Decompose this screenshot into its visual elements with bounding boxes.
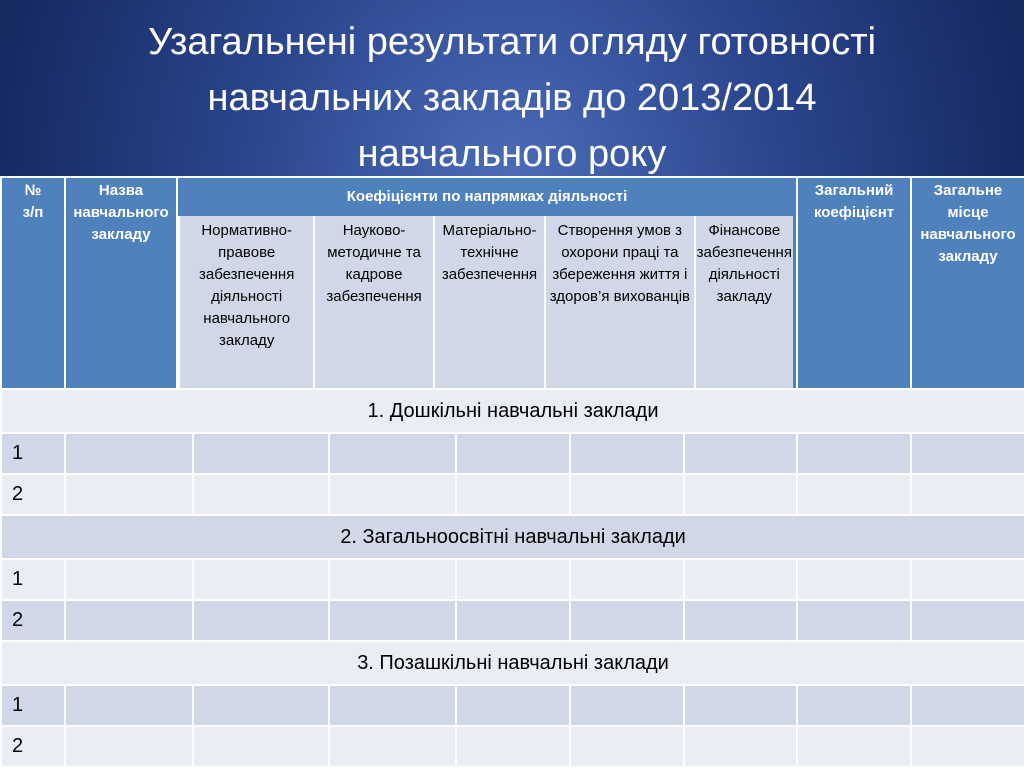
- row-number: 1: [1, 433, 65, 474]
- header-number: № з/п: [1, 177, 65, 389]
- table-cell: [193, 685, 329, 726]
- table-cell: [456, 474, 570, 515]
- table-row: [1, 685, 1024, 726]
- table-cell: [797, 474, 911, 515]
- table-row: [1, 600, 1024, 641]
- table-cell: [570, 685, 684, 726]
- table-cell: [65, 474, 193, 515]
- results-table: [0, 176, 1024, 768]
- table-cell: [797, 600, 911, 641]
- table-cell: [193, 474, 329, 515]
- table-cell: [329, 559, 456, 600]
- table-cell: [570, 474, 684, 515]
- table-cell: [911, 559, 1024, 600]
- table-cell: [329, 433, 456, 474]
- row-number: 2: [1, 600, 65, 641]
- table-cell: [911, 726, 1024, 767]
- table-cell: [911, 474, 1024, 515]
- table-cell: [456, 726, 570, 767]
- table-cell: [684, 685, 797, 726]
- table-cell: [797, 559, 911, 600]
- section-general: 2. Загальноосвітні навчальні заклади: [1, 515, 1024, 559]
- sub-header-row: [178, 216, 793, 388]
- table-cell: [193, 433, 329, 474]
- table-cell: [684, 726, 797, 767]
- sub-header-material: Матеріально-технічне забезпечення: [435, 216, 544, 388]
- table-row: [1, 559, 1024, 600]
- table-cell: [684, 433, 797, 474]
- table-cell: [911, 600, 1024, 641]
- table-cell: [570, 600, 684, 641]
- section-preschool: 1. Дошкільні навчальні заклади: [1, 389, 1024, 433]
- row-number: 1: [1, 559, 65, 600]
- row-number: 2: [1, 726, 65, 767]
- row-number: 2: [1, 474, 65, 515]
- table-cell: [797, 685, 911, 726]
- table-cell: [911, 685, 1024, 726]
- table-cell: [684, 559, 797, 600]
- header-name: Назва навчального закладу: [65, 177, 177, 389]
- table-cell: [65, 726, 193, 767]
- table-cell: [456, 559, 570, 600]
- header-coefficients: Коефіцієнти по напрямках діяльності: [178, 178, 796, 216]
- header-total-place: Загальне місце навчального закладу: [911, 177, 1024, 389]
- row-number: 1: [1, 685, 65, 726]
- table-cell: [797, 433, 911, 474]
- table-cell: [193, 726, 329, 767]
- sub-header-methodical: Науково-методичне та кадрове забезпечення: [315, 216, 432, 388]
- table-cell: [65, 600, 193, 641]
- table-cell: [329, 685, 456, 726]
- table-cell: [193, 559, 329, 600]
- section-extracurricular: 3. Позашкільні навчальні заклади: [1, 641, 1024, 685]
- table-cell: [329, 726, 456, 767]
- table-cell: [570, 433, 684, 474]
- table-row: [1, 433, 1024, 474]
- sub-header-normative: Нормативно-правове забезпечення діяльності навчального закладу: [180, 216, 313, 388]
- table-row: [1, 726, 1024, 767]
- table-cell: [797, 726, 911, 767]
- slide-title: Узагальнені результати огляду готовності навчальних закладів до 2013/2014 навчального року: [147, 21, 877, 175]
- header-coefficients-group: [177, 177, 797, 389]
- table-cell: [329, 474, 456, 515]
- table-cell: [456, 600, 570, 641]
- table-cell: [570, 726, 684, 767]
- table-cell: [456, 433, 570, 474]
- table-cell: [684, 474, 797, 515]
- table-cell: [65, 433, 193, 474]
- table-row: [1, 474, 1024, 515]
- table-cell: [684, 600, 797, 641]
- sub-header-safety: Створення умов з охорони праці та збереження життя і здоров’я вихованців: [546, 216, 693, 388]
- table-cell: [329, 600, 456, 641]
- header-total-coefficient: Загальний коефіцієнт: [797, 177, 911, 389]
- table-cell: [911, 433, 1024, 474]
- table-cell: [570, 559, 684, 600]
- table-cell: [65, 559, 193, 600]
- sub-header-financial: Фінансове забезпечення діяльності закладу: [696, 216, 794, 388]
- table-cell: [193, 600, 329, 641]
- table-cell: [65, 685, 193, 726]
- table-cell: [456, 685, 570, 726]
